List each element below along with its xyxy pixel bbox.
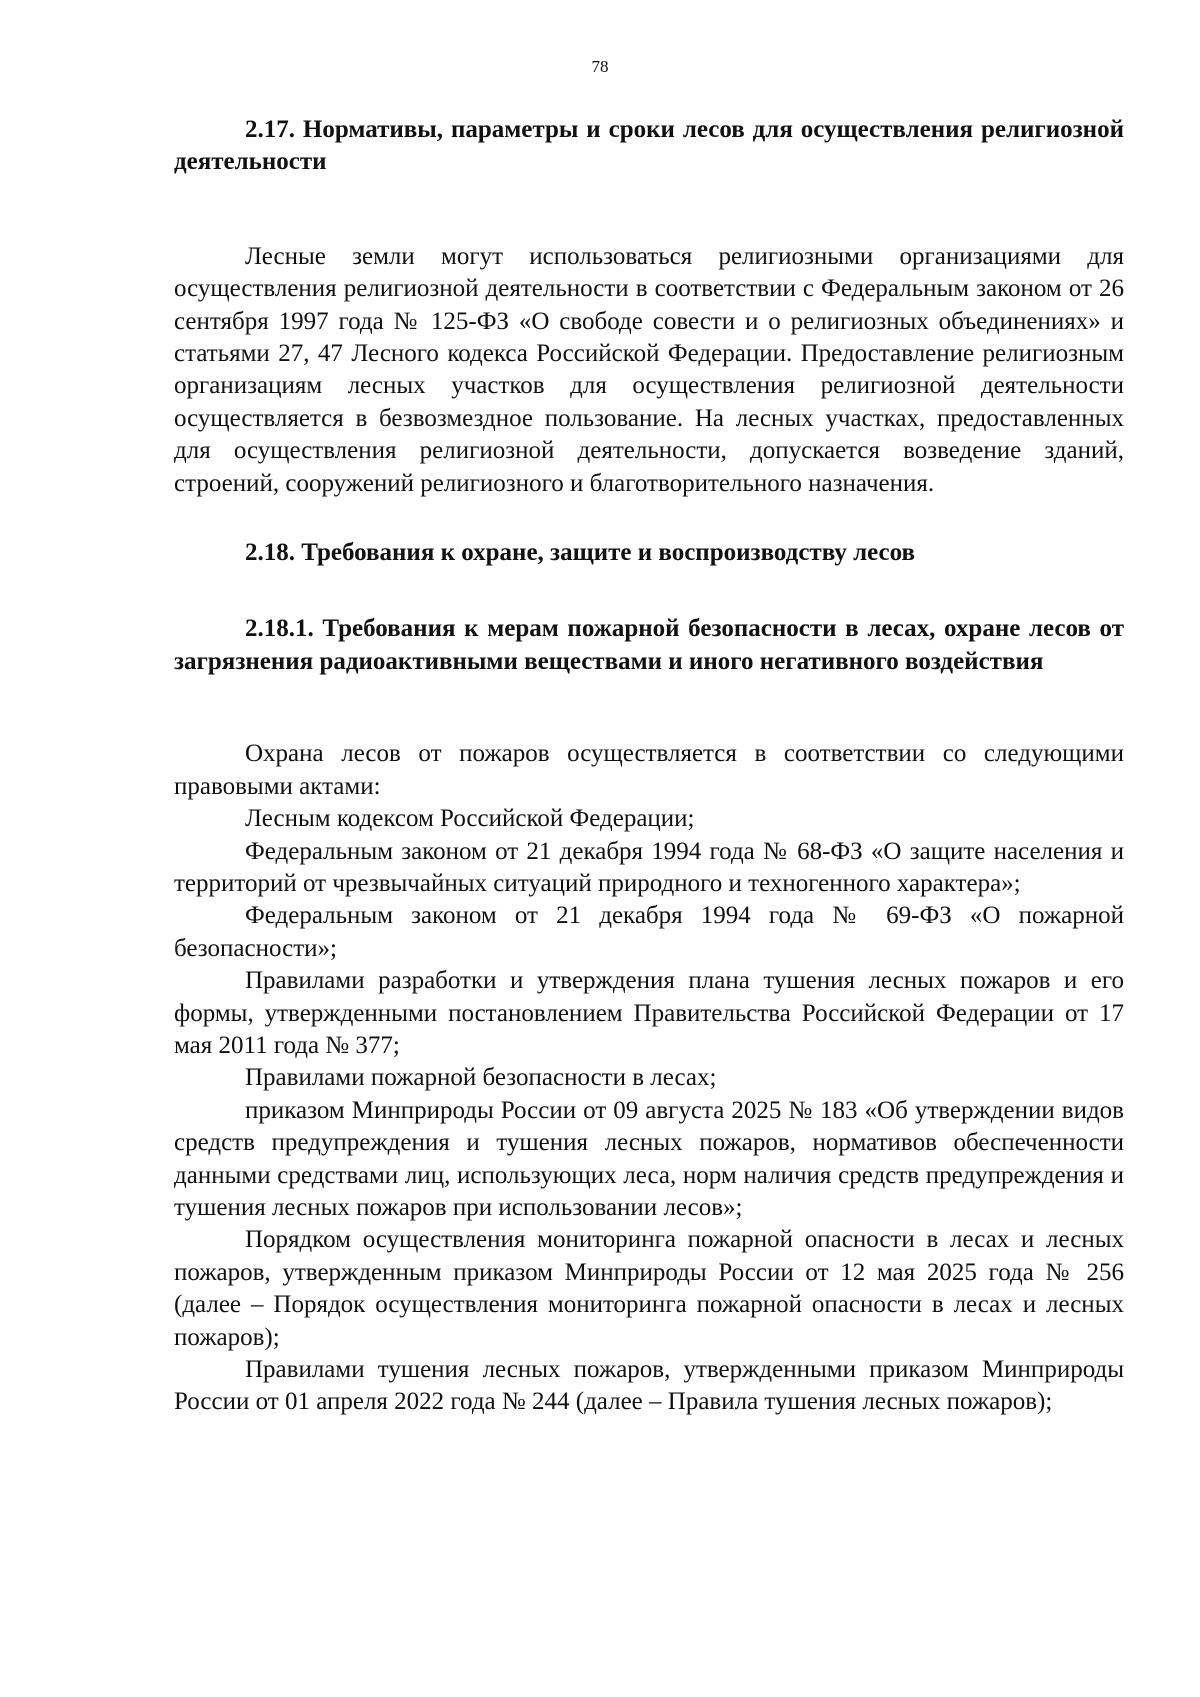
list-item-fire-safety-rules: Правилами пожарной безопасности в лесах;	[245, 1064, 717, 1092]
list-item-forest-code: Лесным кодексом Российской Федерации;	[245, 805, 695, 833]
list-item-extinguishing-rules: Правилами тушения лесных пожаров, утвержденными приказом Минприроды России от 01 апреля 2022 года № 244 (далее – Правила тушения лесных пожаров);	[174, 1356, 1124, 1416]
list-item-fire-plan-rules: Правилами разработки и утверждения плана тушения лесных пожаров и его формы, утвержденными постановлением Правительства Российской Федерации от 17 мая 2011 года № 377;	[174, 967, 1124, 1059]
paragraph-religious-activity: Лесные земли могут использоваться религиозными организациями для осуществления религиозной деятельности в соответствии с Федеральным законом от 26 сентября 1997 года № 125-ФЗ «О свободе совести и о религиозных объединениях» и статьями 27, 47 Лесного кодекса Российской Федерации. Предоставление религиозным организациям лесных участков для осуществления религиозной деятельности осуществляется в безвозмездное пользование. На лесных участках, предоставленных для осуществления религиозной деятельности, допускается возведение зданий, строений, сооружений религиозного и благотворительного назначения.	[174, 242, 1124, 497]
list-item-monitoring-procedure: Порядком осуществления мониторинга пожарной опасности в лесах и лесных пожаров, утвержденным приказом Минприроды России от 12 мая 2025 года № 256 (далее – Порядок осуществления мониторинга пожарной опасности в лесах и лесных пожаров);	[174, 1226, 1124, 1351]
section-heading-2-18: 2.18. Требования к охране, защите и воспроизводству лесов	[245, 539, 915, 567]
list-item-law-68-fz: Федеральным законом от 21 декабря 1994 года № 68-ФЗ «О защите населения и территорий от чрезвычайных ситуаций природного и техногенного характера»;	[174, 837, 1124, 897]
list-item-law-69-fz: Федеральным законом от 21 декабря 1994 года № 69-ФЗ «О пожарной безопасности»;	[174, 902, 1124, 962]
section-heading-2-17: 2.17. Нормативы, параметры и сроки лесов для осуществления религиозной деятельности	[174, 116, 1124, 176]
list-item-order-183: приказом Минприроды России от 09 августа 2025 № 183 «Об утверждении видов средств предупреждения и тушения лесных пожаров, нормативов обеспеченности данными средствами лиц, использующих леса, норм наличия средств предупреждения и тушения лесных пожаров при использовании лесов»;	[174, 1096, 1124, 1221]
document-body	[174, 114, 1124, 1419]
page-number: 78	[591, 57, 609, 76]
section-heading-2-18-1: 2.18.1. Требования к мерам пожарной безопасности в лесах, охране лесов от загрязнения радиоактивными веществами и иного негативного воздействия	[174, 615, 1124, 675]
paragraph-fire-protection-intro: Охрана лесов от пожаров осуществляется в соответствии со следующими правовыми актами:	[174, 740, 1124, 800]
